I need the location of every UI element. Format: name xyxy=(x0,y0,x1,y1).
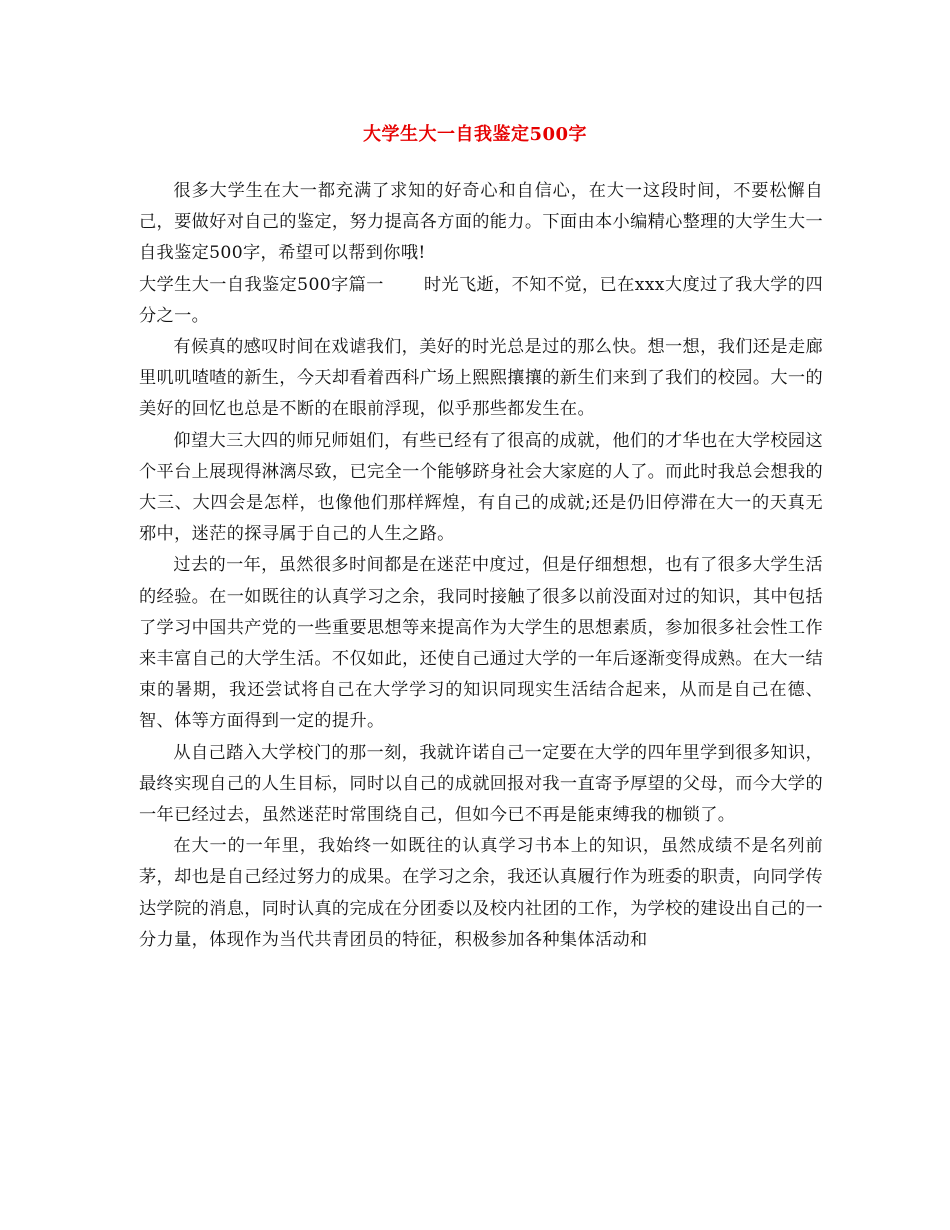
document-body xyxy=(139,176,823,956)
section-first-text: 时光飞逝，不知不觉，已在xxx大度过了我大学的四分之一。 xyxy=(139,274,823,326)
document-title: 大学生大一自我鉴定500字 xyxy=(362,124,588,145)
body-paragraph: 仰望大三大四的师兄师姐们，有些已经有了很高的成就，他们的才华也在大学校园这个平台上展现得淋漓尽致，已完全一个能够跻身社会大家庭的人了。而此时我总会想我的大三、大四会是怎样，也像他们那样辉煌，有自己的成就;还是仍旧停滞在大一的天真无邪中，迷茫的探寻属于自己的人生之路。 xyxy=(139,430,823,545)
intro-paragraph: 很多大学生在大一都充满了求知的好奇心和自信心，在大一这段时间，不要松懈自己，要做好对自己的鉴定，努力提高各方面的能力。下面由本小编精心整理的大学生大一自我鉴定500字，希望可以帮到你哦! xyxy=(139,181,823,264)
section-heading: 大学生大一自我鉴定500字篇一 xyxy=(139,274,384,295)
body-paragraph: 有候真的感叹时间在戏谑我们，美好的时光总是过的那么快。想一想，我们还是走廊里叽叽喳喳的新生，今天却看着西科广场上熙熙攘攘的新生们来到了我们的校园。大一的美好的回忆也总是不断的在眼前浮现，似乎那些都发生在。 xyxy=(139,337,823,420)
body-paragraph: 在大一的一年里，我始终一如既往的认真学习书本上的知识，虽然成绩不是名列前茅，却也是自己经过努力的成果。在学习之余，我还认真履行作为班委的职责，向同学传达学院的消息，同时认真的完成在分团委以及校内社团的工作，为学校的建设出自己的一分力量，体现作为当代共青团员的特征，积极参加各种集体活动和 xyxy=(139,836,823,950)
body-paragraph: 从自己踏入大学校门的那一刻，我就许诺自己一定要在大学的四年里学到很多知识，最终实现自己的人生目标，同时以自己的成就回报对我一直寄予厚望的父母，而今大学的一年已经过去，虽然迷茫时常围绕自己，但如今已不再是能束缚我的枷锁了。 xyxy=(139,742,823,826)
section-first-paragraph xyxy=(139,270,823,332)
body-paragraph: 过去的一年，虽然很多时间都是在迷茫中度过，但是仔细想想，也有了很多大学生活的经验。在一如既往的认真学习之余，我同时接触了很多以前没面对过的知识，其中包括了学习中国共产党的一些重要思想等来提高作为大学生的思想素质，参加很多社会性工作来丰富自己的大学生活。不仅如此，还使自己通过大学的一年后逐渐变得成熟。在大一结束的暑期，我还尝试将自己在大学学习的知识同现实生活结合起来，从而是自己在德、智、体等方面得到一定的提升。 xyxy=(139,555,823,732)
